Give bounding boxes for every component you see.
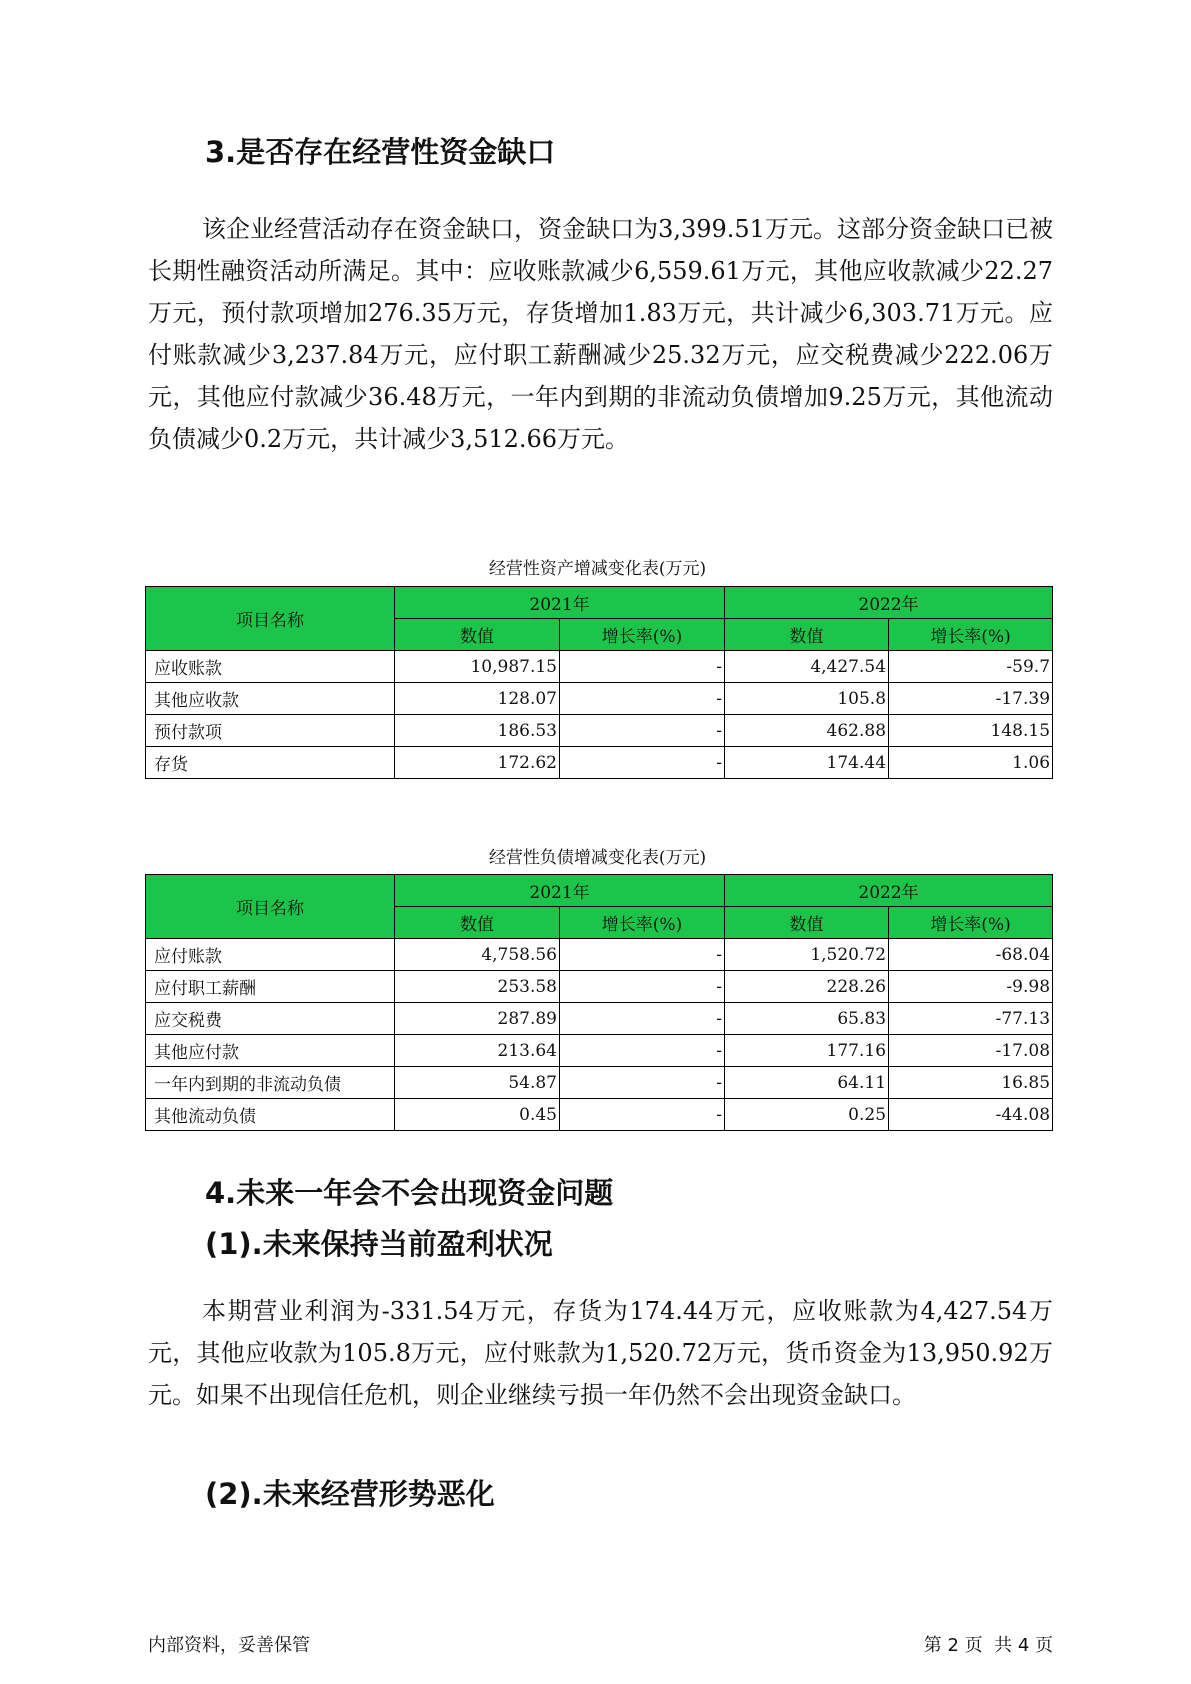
table-row <box>146 651 1053 683</box>
rate-2021: - <box>560 1035 725 1067</box>
assets-header-year2: 2022年 <box>725 587 1053 619</box>
table-row <box>146 747 1053 779</box>
value-2021: 10,987.15 <box>395 651 560 683</box>
table-row <box>146 1067 1053 1099</box>
rate-2022: 148.15 <box>889 715 1053 747</box>
liabilities-table <box>145 874 1053 1131</box>
value-2022: 1,520.72 <box>725 939 889 971</box>
value-2021: 128.07 <box>395 683 560 715</box>
row-name: 其他应收款 <box>146 683 395 715</box>
row-name: 其他流动负债 <box>146 1099 395 1131</box>
rate-2021: - <box>560 715 725 747</box>
table-row <box>146 1035 1053 1067</box>
rate-2021: - <box>560 971 725 1003</box>
value-2022: 228.26 <box>725 971 889 1003</box>
rate-2021: - <box>560 651 725 683</box>
value-2022: 64.11 <box>725 1067 889 1099</box>
assets-subheader-value-2022: 数值 <box>725 619 889 651</box>
assets-table <box>145 586 1053 779</box>
assets-subheader-rate-2022: 增长率(%) <box>889 619 1053 651</box>
rate-2022: -59.7 <box>889 651 1053 683</box>
assets-header-name: 项目名称 <box>146 587 395 651</box>
value-2021: 54.87 <box>395 1067 560 1099</box>
row-name: 应交税费 <box>146 1003 395 1035</box>
section3-paragraph: 该企业经营活动存在资金缺口，资金缺口为3,399.51万元。这部分资金缺口已被长期性融资活动所满足。其中：应收账款减少6,559.61万元，其他应收款减少22.27万元，预付款项增加276.35万元，存货增加1.83万元，共计减少6,303.71万元。应付账款减少3,237.84万元，应付职工薪酬减少25.32万元，应交税费减少222.06万元，其他应付款减少36.48万元，一年内到期的非流动负债增加9.25万元，其他流动负债减少0.2万元，共计减少3,512.66万元。 <box>148 215 1053 453</box>
value-2022: 105.8 <box>725 683 889 715</box>
row-name: 一年内到期的非流动负债 <box>146 1067 395 1099</box>
value-2021: 4,758.56 <box>395 939 560 971</box>
liabilities-subheader-value-2022: 数值 <box>725 907 889 939</box>
table-row <box>146 1099 1053 1131</box>
value-2022: 4,427.54 <box>725 651 889 683</box>
section4-sub2-heading: (2).未来经营形势恶化 <box>205 1477 495 1511</box>
rate-2021: - <box>560 1099 725 1131</box>
rate-2021: - <box>560 939 725 971</box>
section4-heading: 4.未来一年会不会出现资金问题 <box>205 1176 614 1210</box>
rate-2022: -17.39 <box>889 683 1053 715</box>
row-name: 预付款项 <box>146 715 395 747</box>
liabilities-header-year2: 2022年 <box>725 875 1053 907</box>
value-2022: 177.16 <box>725 1035 889 1067</box>
row-name: 应付职工薪酬 <box>146 971 395 1003</box>
value-2021: 186.53 <box>395 715 560 747</box>
row-name: 应付账款 <box>146 939 395 971</box>
rate-2022: -77.13 <box>889 1003 1053 1035</box>
row-name: 应收账款 <box>146 651 395 683</box>
value-2021: 0.45 <box>395 1099 560 1131</box>
row-name: 存货 <box>146 747 395 779</box>
liabilities-table-caption: 经营性负债增减变化表(万元) <box>488 848 707 868</box>
liabilities-subheader-rate-2021: 增长率(%) <box>560 907 725 939</box>
table-row <box>146 939 1053 971</box>
table-row <box>146 1003 1053 1035</box>
value-2021: 213.64 <box>395 1035 560 1067</box>
rate-2022: 16.85 <box>889 1067 1053 1099</box>
assets-header-year1: 2021年 <box>395 587 725 619</box>
assets-subheader-rate-2021: 增长率(%) <box>560 619 725 651</box>
liabilities-subheader-value-2021: 数值 <box>395 907 560 939</box>
value-2021: 253.58 <box>395 971 560 1003</box>
rate-2022: -9.98 <box>889 971 1053 1003</box>
table-row <box>146 715 1053 747</box>
table-row <box>146 683 1053 715</box>
row-name: 其他应付款 <box>146 1035 395 1067</box>
assets-subheader-value-2021: 数值 <box>395 619 560 651</box>
rate-2021: - <box>560 1067 725 1099</box>
table-row <box>146 971 1053 1003</box>
section4-sub1-paragraph: 本期营业利润为-331.54万元，存货为174.44万元，应收账款为4,427.54万元，其他应收款为105.8万元，应付账款为1,520.72万元，货币资金为13,950.92万元。如果不出现信任危机，则企业继续亏损一年仍然不会出现资金缺口。 <box>148 1297 1053 1409</box>
value-2021: 172.62 <box>395 747 560 779</box>
value-2021: 287.89 <box>395 1003 560 1035</box>
rate-2022: 1.06 <box>889 747 1053 779</box>
value-2022: 65.83 <box>725 1003 889 1035</box>
value-2022: 462.88 <box>725 715 889 747</box>
rate-2022: -44.08 <box>889 1099 1053 1131</box>
value-2022: 0.25 <box>725 1099 889 1131</box>
liabilities-header-year1: 2021年 <box>395 875 725 907</box>
value-2022: 174.44 <box>725 747 889 779</box>
section3-heading: 3.是否存在经营性资金缺口 <box>205 135 556 169</box>
rate-2021: - <box>560 683 725 715</box>
liabilities-header-name: 项目名称 <box>146 875 395 939</box>
liabilities-subheader-rate-2022: 增长率(%) <box>889 907 1053 939</box>
section4-sub1-heading: (1).未来保持当前盈利状况 <box>205 1227 553 1261</box>
rate-2021: - <box>560 1003 725 1035</box>
footer-confidential-note: 内部资料，妥善保管 <box>148 1635 310 1656</box>
rate-2021: - <box>560 747 725 779</box>
rate-2022: -68.04 <box>889 939 1053 971</box>
assets-table-caption: 经营性资产增减变化表(万元) <box>488 559 707 579</box>
rate-2022: -17.08 <box>889 1035 1053 1067</box>
footer-page-number: 第 2 页 共 4 页 <box>923 1635 1053 1656</box>
